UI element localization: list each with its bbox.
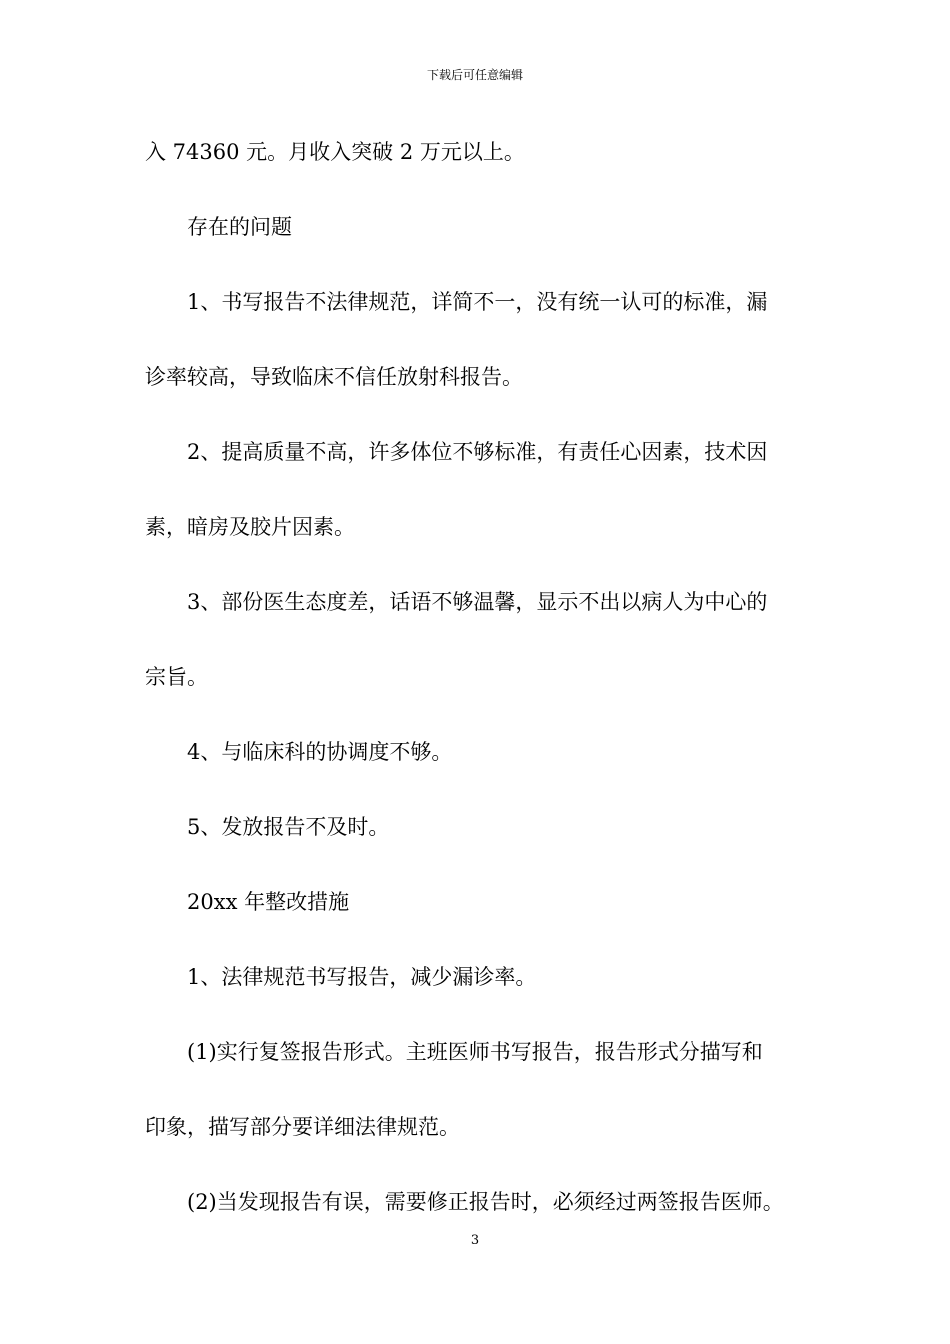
- paragraph-line: 5、发放报告不及时。: [187, 815, 390, 839]
- section-heading-problems: 存在的问题: [187, 215, 292, 239]
- paragraph-line: 3、部份医生态度差，话语不够温馨，显示不出以病人为中心的: [187, 590, 768, 614]
- section-heading-measures: 20xx 年整改措施: [187, 890, 350, 914]
- paragraph-line: (1)实行复签报告形式。主班医师书写报告，报告形式分描写和: [187, 1040, 763, 1064]
- page-number: 3: [470, 1233, 480, 1248]
- paragraph-line: 印象，描写部分要详细法律规范。: [145, 1115, 460, 1139]
- page-header: 下载后可任意编辑: [426, 68, 523, 82]
- paragraph-line: 素，暗房及胶片因素。: [145, 515, 355, 539]
- paragraph-line: 4、与临床科的协调度不够。: [187, 740, 453, 764]
- document-body: [145, 126, 815, 1251]
- paragraph-line: 宗旨。: [145, 665, 208, 689]
- paragraph-line: 1、书写报告不法律规范，详简不一，没有统一认可的标准，漏: [187, 290, 768, 314]
- paragraph-line: (2)当发现报告有误，需要修正报告时，必须经过两签报告医师。: [187, 1190, 784, 1214]
- paragraph-line: 入 74360 元。月收入突破 2 万元以上。: [145, 140, 525, 164]
- paragraph-line: 诊率较高，导致临床不信任放射科报告。: [145, 365, 523, 389]
- paragraph-line: 1、法律规范书写报告，减少漏诊率。: [187, 965, 537, 989]
- paragraph-line: 2、提高质量不高，许多体位不够标准，有责任心因素，技术因: [187, 440, 768, 464]
